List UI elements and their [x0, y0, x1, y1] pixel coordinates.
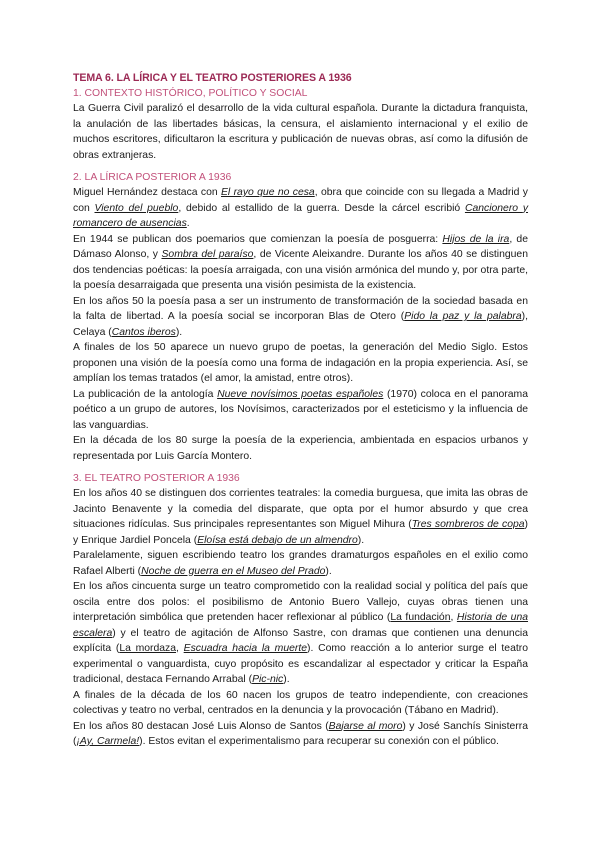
section-context [73, 86, 528, 163]
paragraph [73, 719, 528, 750]
work-title: Pic-nic [252, 674, 284, 685]
work-title: Sombra del paraíso [161, 249, 254, 260]
section-heading: 2. LA LÍRICA POSTERIOR A 1936 [73, 172, 232, 183]
work-title: Cantos iberos [111, 326, 176, 338]
section-paragraphs [73, 486, 528, 750]
text-run: , [176, 643, 184, 654]
paragraph [73, 387, 528, 434]
work-title: Hijos de la ira [442, 233, 510, 245]
text-run: ). Como reacción a lo anterior surge el teatro experimental o vanguardista, cuyo propósito es escandalizar al espectador y criticar la España tradicional, destaca Fernando Arrabal ( [73, 643, 528, 685]
text-run: ) y Enrique Jardiel Poncela ( [73, 519, 528, 546]
paragraph [73, 101, 528, 163]
work-title: Pido la paz y la palabra [404, 311, 522, 322]
text-run: A finales de la década de los 60 nacen los grupos de teatro independiente, con creaciones colectivas y teatro no verbal, centrados en la denuncia y la provocación (Tábano en Madrid). [73, 689, 528, 716]
text-run: ). [325, 565, 332, 577]
document-title: TEMA 6. LA LÍRICA Y EL TEATRO POSTERIORES A 1936 [73, 72, 352, 84]
work-title: Tres sombreros de copa [411, 519, 525, 530]
paragraph [73, 232, 528, 294]
text-run: , obra que coincide con su llegada a Madrid y con [73, 187, 528, 214]
work-title: Viento del pueblo [94, 202, 179, 214]
text-run: En los años 40 se distinguen dos corrientes teatrales: la comedia burguesa, que imita las obras de Jacinto Benavente y la comedia del disparate, que opta por el humor absurdo y que crea situaciones ridículas. Sus principales representantes son Miguel Mihura ( [73, 488, 528, 530]
work-title: Historia de una escalera [73, 612, 529, 639]
text-run: ) y José Sanchís Sinisterra ( [73, 720, 528, 747]
work-title: La fundación [390, 612, 451, 623]
text-run: (1970) coloca en el panorama poético a un grupo de autores, los Novísimos, caracterizados por el esteticismo y la influencia de las vanguardias. [73, 388, 528, 431]
paragraph [73, 294, 528, 341]
text-run: , debido al estallido de la guerra. Desde la cárcel escribió [178, 202, 465, 214]
text-run: En la década de los 80 surge la poesía de la experiencia, ambientada en espacios urbanos y representada por Luis García Montero. [73, 435, 528, 462]
work-title: El rayo que no cesa [221, 187, 315, 198]
paragraph [73, 579, 528, 688]
text-run: . [186, 218, 190, 229]
paragraph [73, 340, 528, 387]
section-heading: 1. CONTEXTO HISTÓRICO, POLÍTICO Y SOCIAL [73, 88, 308, 99]
paragraph [73, 688, 528, 719]
work-title: Nueve novísimos poetas españoles [217, 388, 384, 400]
paragraph [73, 433, 528, 464]
text-run: A finales de los 50 aparece un nuevo grupo de poetas, la generación del Medio Siglo. Estos proponen una visión de la poesía como una forma de indagación en la propia experiencia. Así, se amplían los temas tratados (el amor, la amistad, entre otros). [73, 342, 528, 384]
text-run: , [450, 612, 457, 623]
text-run: ), Celaya ( [73, 311, 528, 338]
text-run: La publicación de la antología [73, 388, 218, 400]
section-heading: 3. EL TEATRO POSTERIOR A 1936 [73, 473, 240, 484]
text-run: Miguel Hernández destaca con [73, 187, 221, 198]
text-run: En los años cincuenta surge un teatro comprometido con la realidad social y política del país que oscila entre dos polos: el posibilismo de Antonio Buero Vallejo, cuyas obras tienen una interpretación simbólica que pretenden hacer reflexionar al público ( [73, 581, 528, 623]
text-run: ). [283, 674, 290, 685]
document-body [73, 71, 528, 750]
text-run: ). Estos evitan el experimentalismo para recuperar su conexión con el público. [139, 736, 499, 747]
text-run: En los años 80 destacan José Luis Alonso de Santos ( [73, 720, 329, 732]
section-paragraphs [73, 101, 528, 163]
work-title: Escuadra hacia la muerte [183, 643, 308, 654]
text-run: En los años 50 la poesía pasa a ser un instrumento de transformación de la sociedad basada en la falta de libertad. A la poesía social se incorporan Blas de Otero ( [73, 295, 528, 322]
text-run: ). [357, 534, 365, 546]
work-title: Cancionero y romancero de ausencias [73, 202, 529, 229]
text-run: La Guerra Civil paralizó el desarrollo de la vida cultural española. Durante la dictadura franquista, la anulación de las libertades básicas, la censura, el aislamiento internacional y el exilio de muchos escritores, dificultaron la escritura y publicación de nuevas obras, así como la difusión de obras extranjeras. [73, 103, 528, 161]
paragraph [73, 548, 528, 579]
text-run: En 1944 se publican dos poemarios que comienzan la poesía de posguerra: [73, 233, 443, 245]
work-title: Noche de guerra en el Museo del Prado [141, 565, 326, 577]
paragraph [73, 185, 528, 232]
text-run: Paralelamente, siguen escribiendo teatro los grandes dramaturgos españoles en el exilio como Rafael Alberti ( [73, 550, 528, 577]
text-run: ) y el teatro de agitación de Alfonso Sastre, con dramas que contienen una denuncia explícita ( [73, 627, 528, 654]
work-title: ¡Ay, Carmela! [76, 736, 140, 747]
work-title: Eloísa está debajo de un almendro [197, 534, 358, 546]
section-paragraphs [73, 185, 528, 464]
paragraph [73, 486, 528, 548]
text-run: , de Dámaso Alonso, y [73, 233, 528, 260]
section-lyric [73, 170, 528, 464]
work-title: La mordaza [119, 643, 177, 654]
text-run: ). [175, 326, 183, 338]
text-run: , de Vicente Aleixandre. Durante los años 40 se distinguen dos tendencias poéticas: la poesía arraigada, con una visión armónica del mundo y, por otra parte, la poesía desarraigada que presenta una visión pesimista de la existencia. [73, 249, 528, 291]
work-title: Bajarse al moro [328, 720, 403, 732]
section-theatre [73, 471, 528, 750]
